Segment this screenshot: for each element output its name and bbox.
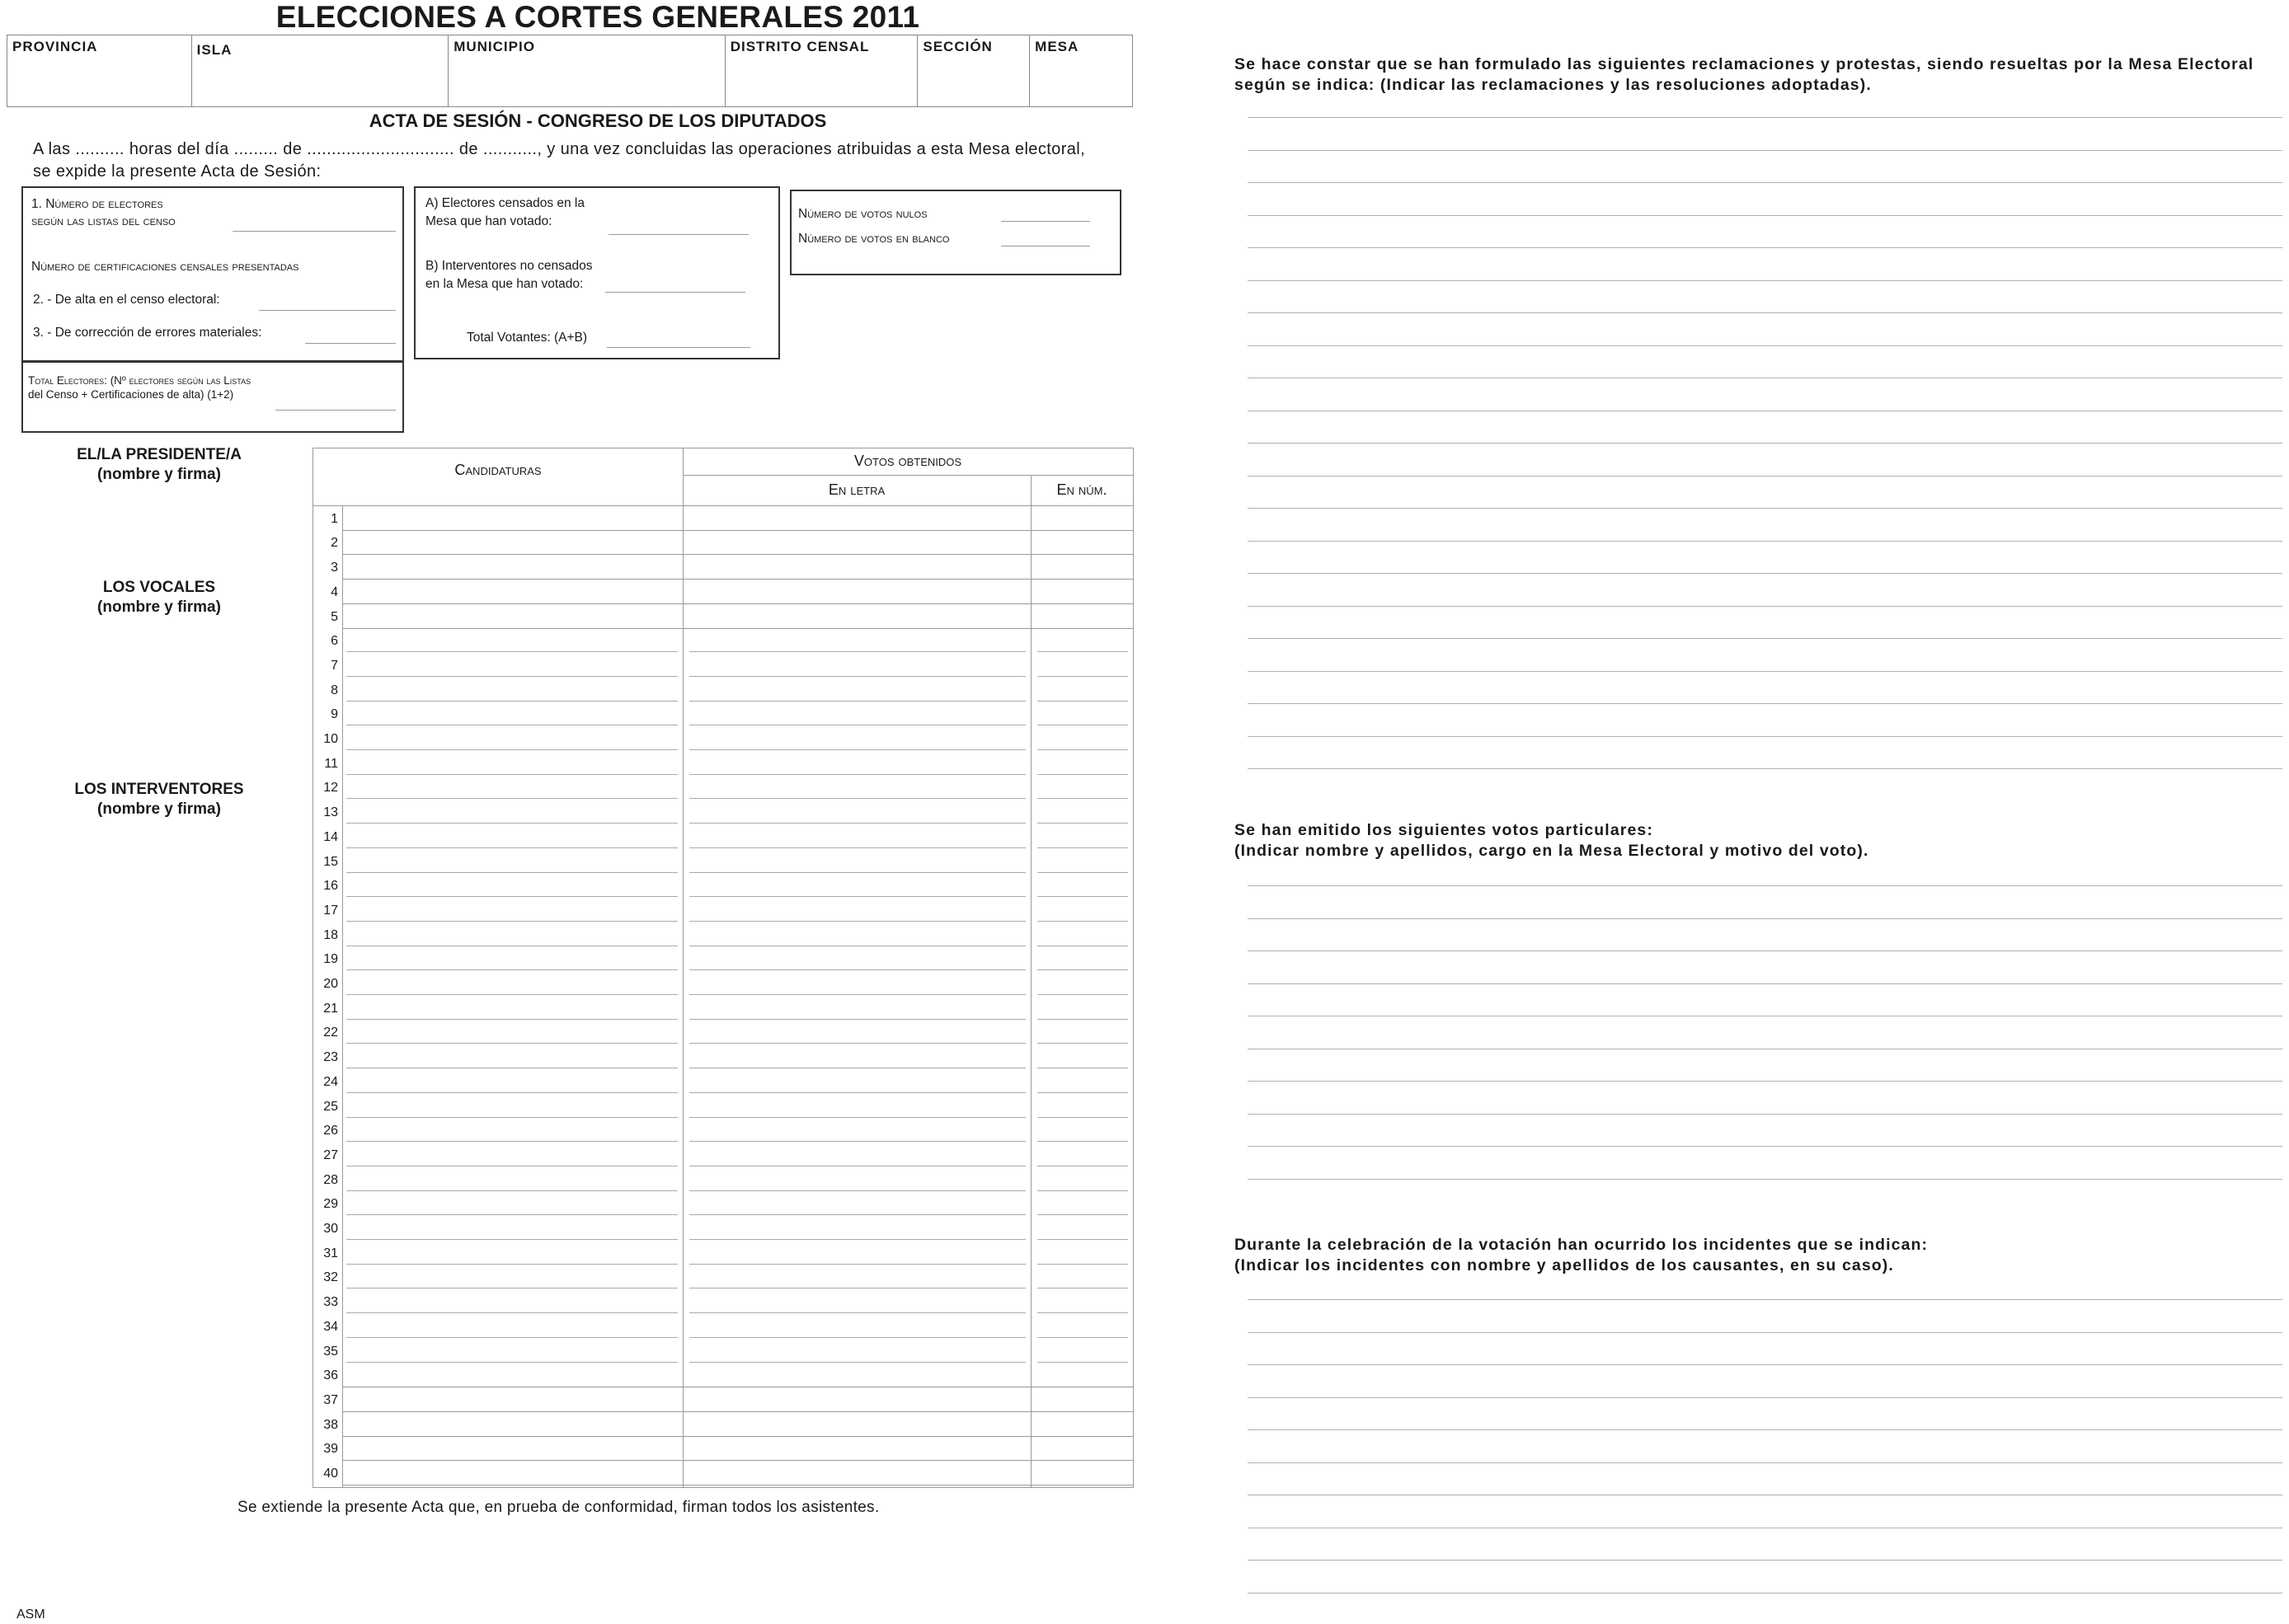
incidentes-text-2: (Indicar los incidentes con nombre y apellidos de los causantes, en su caso). — [1234, 1256, 1894, 1274]
col-en-num: En núm. — [1056, 481, 1107, 498]
incidentes-heading — [1234, 1235, 1928, 1276]
row-number: 29 — [323, 1197, 338, 1212]
intro-line-1: A las .......... horas del día ......... de .............................. de ..........., y una vez concluidas las operaciones atribuidas a esta Mesa electoral, — [33, 140, 1086, 158]
interventores-signature[interactable] — [40, 780, 279, 819]
row-number: 10 — [323, 732, 338, 746]
row-number: 24 — [323, 1074, 338, 1089]
reclamaciones-heading — [1234, 54, 2254, 96]
table-cell-line[interactable] — [689, 847, 1026, 848]
votos-nulos-field[interactable] — [1001, 221, 1090, 222]
row-number: 18 — [323, 927, 338, 942]
row-number: 13 — [323, 805, 338, 820]
interventores-sub: (nombre y firma) — [97, 800, 221, 818]
total-electores-box — [21, 360, 404, 433]
row-number: 36 — [323, 1368, 338, 1383]
table-cell-line[interactable] — [346, 1214, 678, 1215]
table-row[interactable] — [342, 1411, 1133, 1412]
table-cell-line[interactable] — [689, 1264, 1026, 1265]
table-cell-line[interactable] — [689, 823, 1026, 824]
numero-electores-label: 1. Número de electores — [31, 197, 163, 211]
row-number: 21 — [323, 1001, 338, 1016]
table-cell-line[interactable] — [1037, 1117, 1128, 1118]
acta-title: ACTA DE SESIÓN - CONGRESO DE LOS DIPUTADOS — [369, 110, 827, 131]
table-cell-line[interactable] — [346, 994, 678, 995]
writing-line[interactable] — [1248, 1429, 2282, 1430]
writing-line[interactable] — [1248, 182, 2282, 183]
writing-line[interactable] — [1248, 768, 2282, 769]
table-cell-line[interactable] — [689, 798, 1026, 799]
field-label: PROVINCIA — [12, 39, 98, 54]
writing-line[interactable] — [1248, 345, 2282, 346]
votos-blanco-label: Número de votos en blanco — [798, 232, 950, 246]
writing-line[interactable] — [1248, 312, 2282, 313]
row-number: 2 — [331, 536, 338, 551]
row-number: 11 — [324, 756, 338, 771]
row-number: 3 — [331, 561, 338, 575]
table-cell-line[interactable] — [346, 872, 678, 873]
table-cell-line[interactable] — [346, 651, 678, 652]
table-cell-line[interactable] — [346, 774, 678, 775]
table-cell-line[interactable] — [1037, 1337, 1128, 1338]
table-cell-line[interactable] — [689, 1092, 1026, 1093]
table-row[interactable] — [342, 1460, 1133, 1461]
table-cell-line[interactable] — [1037, 701, 1128, 702]
alta-field[interactable] — [259, 310, 396, 311]
table-cell-line[interactable] — [346, 1092, 678, 1093]
writing-line[interactable] — [1248, 671, 2282, 672]
votos-particulares-text-2: (Indicar nombre y apellidos, cargo en la Mesa Electoral y motivo del voto). — [1234, 842, 1869, 860]
table-cell-line[interactable] — [346, 1117, 678, 1118]
vocales-signature[interactable] — [40, 578, 279, 617]
table-row[interactable] — [342, 579, 1133, 580]
numero-electores-label-2: según las listas del censo — [31, 214, 176, 228]
writing-line[interactable] — [1248, 983, 2282, 984]
row-number: 37 — [323, 1392, 338, 1407]
alta-label: 2. - De alta en el censo electoral: — [33, 293, 220, 307]
electores-box — [21, 186, 404, 363]
table-cell-line[interactable] — [346, 1239, 678, 1240]
table-cell-line[interactable] — [689, 896, 1026, 897]
total-electores-label-2: del Censo + Certificaciones de alta) (1+2) — [28, 388, 234, 401]
table-cell-line[interactable] — [1037, 774, 1128, 775]
electores-censados-label: A) Electores censados en la — [425, 196, 585, 210]
table-cell-line[interactable] — [346, 701, 678, 702]
writing-line[interactable] — [1248, 508, 2282, 509]
row-number: 28 — [323, 1172, 338, 1187]
writing-line[interactable] — [1248, 1081, 2282, 1082]
writing-line[interactable] — [1248, 247, 2282, 248]
table-cell-line[interactable] — [689, 1362, 1026, 1363]
reclamaciones-text-2: según se indica: (Indicar las reclamaciones y las resoluciones adoptadas). — [1234, 76, 1872, 94]
writing-line[interactable] — [1248, 1299, 2282, 1300]
table-cell-line[interactable] — [1037, 994, 1128, 995]
table-cell-line[interactable] — [346, 1362, 678, 1363]
writing-line[interactable] — [1248, 1462, 2282, 1463]
electores-censados-label-2: Mesa que han votado: — [425, 214, 552, 228]
intro-line-2: se expide la presente Acta de Sesión: — [33, 162, 322, 181]
row-number: 35 — [323, 1344, 338, 1359]
table-cell-line[interactable] — [346, 921, 678, 922]
field-label: DISTRITO CENSAL — [730, 39, 870, 54]
table-cell-line[interactable] — [689, 1214, 1026, 1215]
writing-line[interactable] — [1248, 606, 2282, 607]
row-number: 6 — [331, 634, 338, 649]
presidente-sub: (nombre y firma) — [97, 466, 221, 483]
table-cell-line[interactable] — [346, 676, 678, 677]
row-number: 17 — [323, 903, 338, 918]
field-mesa[interactable] — [1030, 35, 1132, 106]
writing-line[interactable] — [1248, 443, 2282, 444]
row-number: 30 — [323, 1222, 338, 1236]
table-cell-line[interactable] — [689, 994, 1026, 995]
footer-code: ASM — [16, 1608, 45, 1622]
votantes-box — [414, 186, 780, 359]
writing-line[interactable] — [1248, 703, 2282, 704]
writing-line[interactable] — [1248, 541, 2282, 542]
row-number: 4 — [331, 584, 338, 599]
table-row[interactable] — [342, 603, 1133, 604]
row-number: 5 — [331, 609, 338, 624]
writing-line[interactable] — [1248, 117, 2282, 118]
table-cell-line[interactable] — [1037, 872, 1128, 873]
table-cell-line[interactable] — [689, 1117, 1026, 1118]
table-cell-line[interactable] — [346, 1141, 678, 1142]
field-seccion[interactable] — [918, 35, 1030, 106]
row-number: 38 — [323, 1417, 338, 1432]
table-row[interactable] — [342, 1485, 1133, 1486]
table-cell-line[interactable] — [1037, 896, 1128, 897]
writing-line[interactable] — [1248, 1397, 2282, 1398]
votos-nulos-label: Número de votos nulos — [798, 207, 928, 221]
row-number: 15 — [323, 854, 338, 869]
row-number: 22 — [323, 1026, 338, 1040]
writing-line[interactable] — [1248, 885, 2282, 886]
interventores-no-censados-label: B) Interventores no censados — [425, 259, 593, 273]
table-row[interactable] — [342, 1436, 1133, 1437]
table-row[interactable] — [342, 530, 1133, 531]
field-label: ISLA — [196, 42, 233, 58]
certificaciones-label: Número de certificaciones censales presentadas — [31, 260, 299, 274]
interventores-no-censados-field[interactable] — [605, 292, 745, 293]
field-municipio[interactable] — [449, 35, 726, 106]
writing-line[interactable] — [1248, 736, 2282, 737]
table-cell-line[interactable] — [1037, 1264, 1128, 1265]
row-number: 39 — [323, 1442, 338, 1457]
table-cell-line[interactable] — [1037, 749, 1128, 750]
table-cell-line[interactable] — [689, 1190, 1026, 1191]
writing-line[interactable] — [1248, 1560, 2282, 1561]
table-cell-line[interactable] — [689, 651, 1026, 652]
table-cell-line[interactable] — [689, 1312, 1026, 1313]
total-electores-field[interactable] — [275, 410, 396, 411]
header-fields — [7, 35, 1133, 107]
votos-particulares-text-1: Se han emitido los siguientes votos particulares: — [1234, 821, 1653, 839]
interventores-label: LOS INTERVENTORES — [74, 781, 244, 798]
table-cell-line[interactable] — [689, 774, 1026, 775]
field-provincia[interactable] — [7, 35, 192, 106]
table-cell-line[interactable] — [346, 798, 678, 799]
table-row[interactable] — [342, 628, 1133, 629]
writing-line[interactable] — [1248, 1179, 2282, 1180]
table-cell-line[interactable] — [346, 1043, 678, 1044]
writing-line[interactable] — [1248, 150, 2282, 151]
writing-line[interactable] — [1248, 280, 2282, 281]
table-cell-line[interactable] — [1037, 823, 1128, 824]
field-distrito-censal[interactable] — [726, 35, 919, 106]
votos-particulares-heading — [1234, 820, 1869, 861]
row-number: 9 — [331, 707, 338, 722]
col-candidaturas: Candidaturas — [454, 462, 542, 478]
col-en-letra: En letra — [828, 481, 886, 498]
row-number: 12 — [323, 781, 338, 796]
table-cell-line[interactable] — [1037, 1239, 1128, 1240]
table-cell-line[interactable] — [689, 1141, 1026, 1142]
row-number: 25 — [323, 1099, 338, 1114]
row-number: 32 — [323, 1270, 338, 1285]
row-number: 34 — [323, 1319, 338, 1334]
table-cell-line[interactable] — [346, 1312, 678, 1313]
table-cell-line[interactable] — [346, 1337, 678, 1338]
writing-line[interactable] — [1248, 638, 2282, 639]
row-number: 23 — [323, 1050, 338, 1065]
table-cell-line[interactable] — [1037, 651, 1128, 652]
table-row[interactable] — [342, 554, 1133, 555]
table-cell-line[interactable] — [346, 969, 678, 970]
table-cell-line[interactable] — [1037, 1312, 1128, 1313]
interventores-no-censados-label-2: en la Mesa que han votado: — [425, 277, 584, 291]
writing-line[interactable] — [1248, 950, 2282, 951]
table-cell-line[interactable] — [1037, 1043, 1128, 1044]
incidentes-text-1: Durante la celebración de la votación han ocurrido los incidentes que se indican: — [1234, 1236, 1929, 1254]
table-cell-line[interactable] — [1037, 921, 1128, 922]
row-number: 7 — [331, 658, 338, 673]
writing-line[interactable] — [1248, 1114, 2282, 1115]
writing-line[interactable] — [1248, 1332, 2282, 1333]
vocales-label: LOS VOCALES — [102, 579, 216, 596]
numero-electores-field[interactable] — [233, 231, 396, 232]
row-number: 14 — [323, 829, 338, 844]
vocales-sub: (nombre y firma) — [97, 598, 221, 616]
table-cell-line[interactable] — [346, 1019, 678, 1020]
table-cell-line[interactable] — [346, 847, 678, 848]
writing-line[interactable] — [1248, 918, 2282, 919]
field-isla[interactable] — [192, 35, 449, 106]
row-number: 8 — [331, 683, 338, 697]
table-cell-line[interactable] — [689, 921, 1026, 922]
table-cell-line[interactable] — [346, 823, 678, 824]
votos-nulos-blanco-box — [790, 190, 1121, 275]
table-cell-line[interactable] — [1037, 676, 1128, 677]
table-cell-line[interactable] — [1037, 1214, 1128, 1215]
table-cell-line[interactable] — [1037, 847, 1128, 848]
table-cell-line[interactable] — [1037, 1141, 1128, 1142]
table-cell-line[interactable] — [1037, 798, 1128, 799]
field-label: SECCIÓN — [923, 39, 993, 54]
row-number: 33 — [323, 1295, 338, 1310]
page-title: ELECCIONES A CORTES GENERALES 2011 — [275, 0, 920, 34]
table-cell-line[interactable] — [689, 1019, 1026, 1020]
correccion-label: 3. - De corrección de errores materiales: — [33, 326, 262, 340]
total-votantes-label: Total Votantes: (A+B) — [467, 331, 588, 345]
table-cell-line[interactable] — [689, 701, 1026, 702]
writing-line[interactable] — [1248, 573, 2282, 574]
writing-line[interactable] — [1248, 1146, 2282, 1147]
row-number: 20 — [323, 977, 338, 991]
col-votos-obtenidos: Votos obtenidos — [853, 453, 962, 469]
votos-table — [313, 448, 1134, 1488]
total-electores-label: Total Electores: (Nº electores según las Listas — [28, 374, 251, 387]
row-number: 19 — [323, 952, 338, 967]
table-cell-line[interactable] — [689, 1337, 1026, 1338]
table-cell-line[interactable] — [689, 872, 1026, 873]
table-cell-line[interactable] — [1037, 1019, 1128, 1020]
presidente-signature[interactable] — [40, 445, 279, 485]
table-cell-line[interactable] — [689, 969, 1026, 970]
row-number: 16 — [323, 879, 338, 894]
electores-censados-field[interactable] — [609, 234, 749, 235]
table-cell-line[interactable] — [1037, 1190, 1128, 1191]
writing-line[interactable] — [1248, 215, 2282, 216]
row-number: 40 — [323, 1467, 338, 1481]
table-cell-line[interactable] — [689, 749, 1026, 750]
row-number: 1 — [331, 511, 338, 526]
closing-text: Se extiende la presente Acta que, en prueba de conformidad, firman todos los asistentes. — [237, 1499, 880, 1516]
correccion-field[interactable] — [305, 343, 396, 344]
table-cell-line[interactable] — [689, 1043, 1026, 1044]
table-cell-line[interactable] — [689, 676, 1026, 677]
table-cell-line[interactable] — [346, 1190, 678, 1191]
presidente-label: EL/LA PRESIDENTE/A — [77, 446, 242, 463]
table-cell-line[interactable] — [1037, 1362, 1128, 1363]
table-cell-line[interactable] — [346, 749, 678, 750]
table-cell-line[interactable] — [1037, 969, 1128, 970]
table-cell-line[interactable] — [346, 1264, 678, 1265]
field-label: MESA — [1035, 39, 1079, 54]
row-number: 31 — [323, 1246, 338, 1260]
row-number: 27 — [323, 1148, 338, 1162]
table-cell-line[interactable] — [1037, 1092, 1128, 1093]
table-cell-line[interactable] — [689, 1239, 1026, 1240]
table-cell-line[interactable] — [346, 896, 678, 897]
field-label: MUNICIPIO — [454, 39, 535, 54]
writing-line[interactable] — [1248, 1364, 2282, 1365]
total-votantes-field[interactable] — [607, 347, 750, 348]
reclamaciones-text-1: Se hace constar que se han formulado las siguientes reclamaciones y protestas, siendo resueltas por la Mesa Electoral — [1234, 55, 2254, 73]
row-number: 26 — [323, 1124, 338, 1138]
